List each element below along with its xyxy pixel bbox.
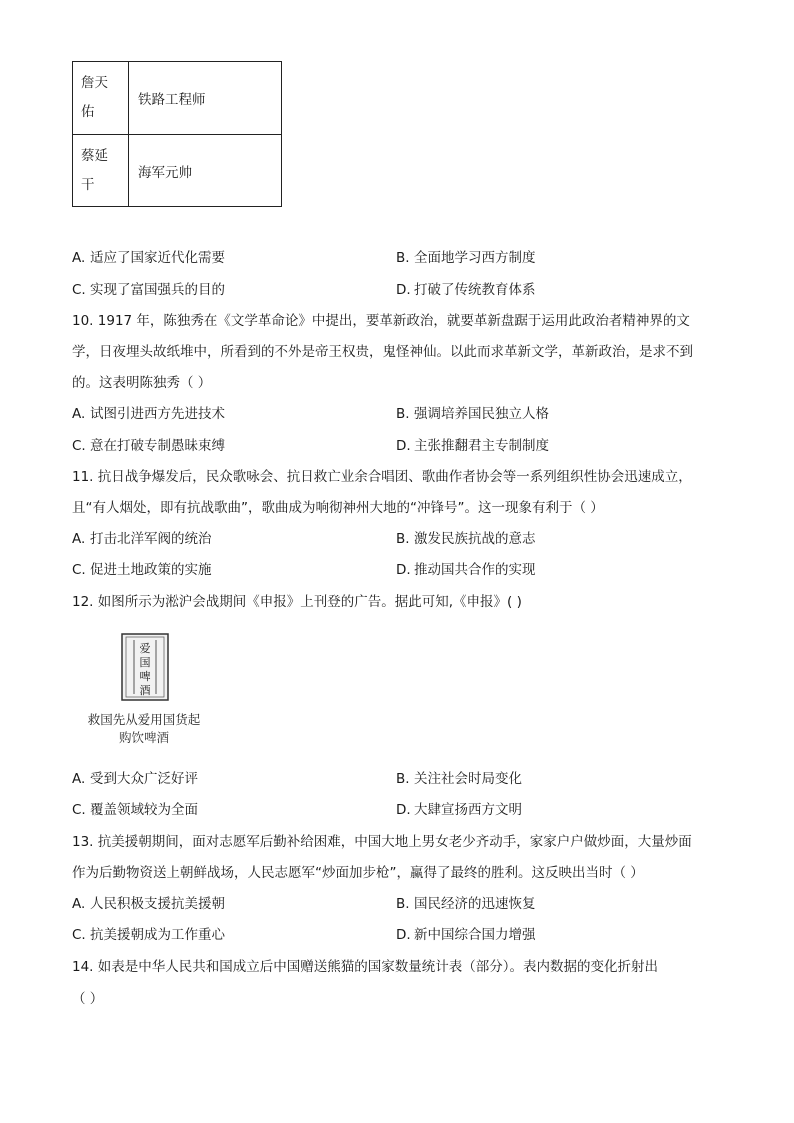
option-text: 受到大众广泛好评 <box>90 771 198 787</box>
option-text: 覆盖领域较为全面 <box>90 802 198 818</box>
option-d: D. 新中国综合国力增强 <box>396 927 536 943</box>
table-cell-role: 铁路工程师 <box>138 92 206 108</box>
option-b: B. 强调培养国民独立人格 <box>396 406 549 422</box>
table-cell-name <box>73 62 129 134</box>
question-10-line: 10. 1917 年，陈独秀在《文学革命论》中提出，要革新政治，就要革新盘踞于运用此政治者精神界的文 <box>72 313 690 329</box>
option-text: 适应了国家近代化需要 <box>90 250 225 266</box>
question-10-line: 的。这表明陈独秀（ ） <box>72 375 212 391</box>
option-b: B. 关注社会时局变化 <box>396 771 522 787</box>
question-14-line: 14. 如表是中华人民共和国成立后中国赠送熊猫的国家数量统计表（部分）。表内数据的变化折射出 <box>72 959 659 975</box>
option-c: C. 覆盖领域较为全面 <box>72 802 198 818</box>
option-a: A. 受到大众广泛好评 <box>72 771 198 787</box>
option-d: D. 主张推翻君主专制制度 <box>396 438 549 454</box>
cell-text: 蔡延干 <box>81 148 108 193</box>
option-text: 试图引进西方先进技术 <box>90 406 225 422</box>
option-text: 抗美援朝成为工作重心 <box>90 927 225 943</box>
question-11-line: 且“有人烟处，即有抗战歌曲”，歌曲成为响彻神州大地的“冲锋号”。这一现象有利于（ ） <box>72 500 604 516</box>
table-row <box>73 62 281 135</box>
question-11-line: 11. 抗日战争爆发后，民众歌咏会、抗日救亡业余合唱团、歌曲作者协会等一系列组织性协会迅速成立， <box>72 469 692 485</box>
cell-text: 詹天佑 <box>81 75 108 120</box>
option-a: A. 适应了国家近代化需要 <box>72 250 225 266</box>
option-text: 实现了富国强兵的目的 <box>90 282 225 298</box>
option-text: 国民经济的迅速恢复 <box>414 896 536 912</box>
option-a: A. 试图引进西方先进技术 <box>72 406 225 422</box>
option-b: B. 国民经济的迅速恢复 <box>396 896 536 912</box>
option-text: 主张推翻君主专制制度 <box>414 438 549 454</box>
option-c: C. 意在打破专制愚昧束缚 <box>72 438 225 454</box>
question-12-line: 12. 如图所示为淞沪会战期间《申报》上刊登的广告。据此可知,《申报》( ) <box>72 594 522 610</box>
option-d: D. 推动国共合作的实现 <box>396 562 536 578</box>
option-text: 大肆宣扬西方文明 <box>414 802 522 818</box>
option-text: 全面地学习西方制度 <box>414 250 536 266</box>
option-text: 打击北洋军阀的统治 <box>90 531 212 547</box>
option-b: B. 激发民族抗战的意志 <box>396 531 536 547</box>
option-text: 关注社会时局变化 <box>414 771 522 787</box>
option-b: B. 全面地学习西方制度 <box>396 250 536 266</box>
question-14-line: （ ） <box>72 991 104 1007</box>
option-text: 新中国综合国力增强 <box>414 927 536 943</box>
advertisement-image <box>72 632 216 750</box>
option-text: 人民积极支援抗美援朝 <box>90 896 225 912</box>
option-text: 推动国共合作的实现 <box>414 562 536 578</box>
ad-vertical-char: 啤 <box>139 670 151 683</box>
option-a: A. 打击北洋军阀的统治 <box>72 531 212 547</box>
option-d: D. 大肆宣扬西方文明 <box>396 802 522 818</box>
table-row <box>73 135 281 207</box>
option-c: C. 实现了富国强兵的目的 <box>72 282 225 298</box>
table-cell-name <box>73 135 129 207</box>
option-c: C. 抗美援朝成为工作重心 <box>72 927 225 943</box>
option-text: 强调培养国民独立人格 <box>414 406 549 422</box>
option-text: 促进土地政策的实施 <box>90 562 212 578</box>
option-text: 激发民族抗战的意志 <box>414 531 536 547</box>
ad-caption-line2: 购饮啤酒 <box>118 730 170 745</box>
table-cell-role: 海军元帅 <box>138 165 192 181</box>
option-a: A. 人民积极支援抗美援朝 <box>72 896 225 912</box>
figure-table <box>72 61 282 207</box>
ad-vertical-char: 爱 <box>139 642 151 655</box>
question-13-line: 作为后勤物资送上朝鲜战场，人民志愿军“炒面加步枪”，赢得了最终的胜利。这反映出当时（ ） <box>72 865 644 881</box>
question-10-line: 学，日夜埋头故纸堆中，所看到的不外是帝王权贵，鬼怪神仙。以此而求革新文学，革新政治，是求不到 <box>72 344 693 360</box>
ad-vertical-char: 国 <box>139 656 151 669</box>
question-13-line: 13. 抗美援朝期间，面对志愿军后勤补给困难，中国大地上男女老少齐动手，家家户户做炒面，大量炒面 <box>72 834 692 850</box>
option-d: D. 打破了传统教育体系 <box>396 282 536 298</box>
ad-caption-line1: 救国先从爱用国货起 <box>87 712 201 727</box>
option-text: 意在打破专制愚昧束缚 <box>90 438 225 454</box>
ad-vertical-char: 酒 <box>139 684 151 697</box>
option-c: C. 促进土地政策的实施 <box>72 562 212 578</box>
option-text: 打破了传统教育体系 <box>414 282 536 298</box>
